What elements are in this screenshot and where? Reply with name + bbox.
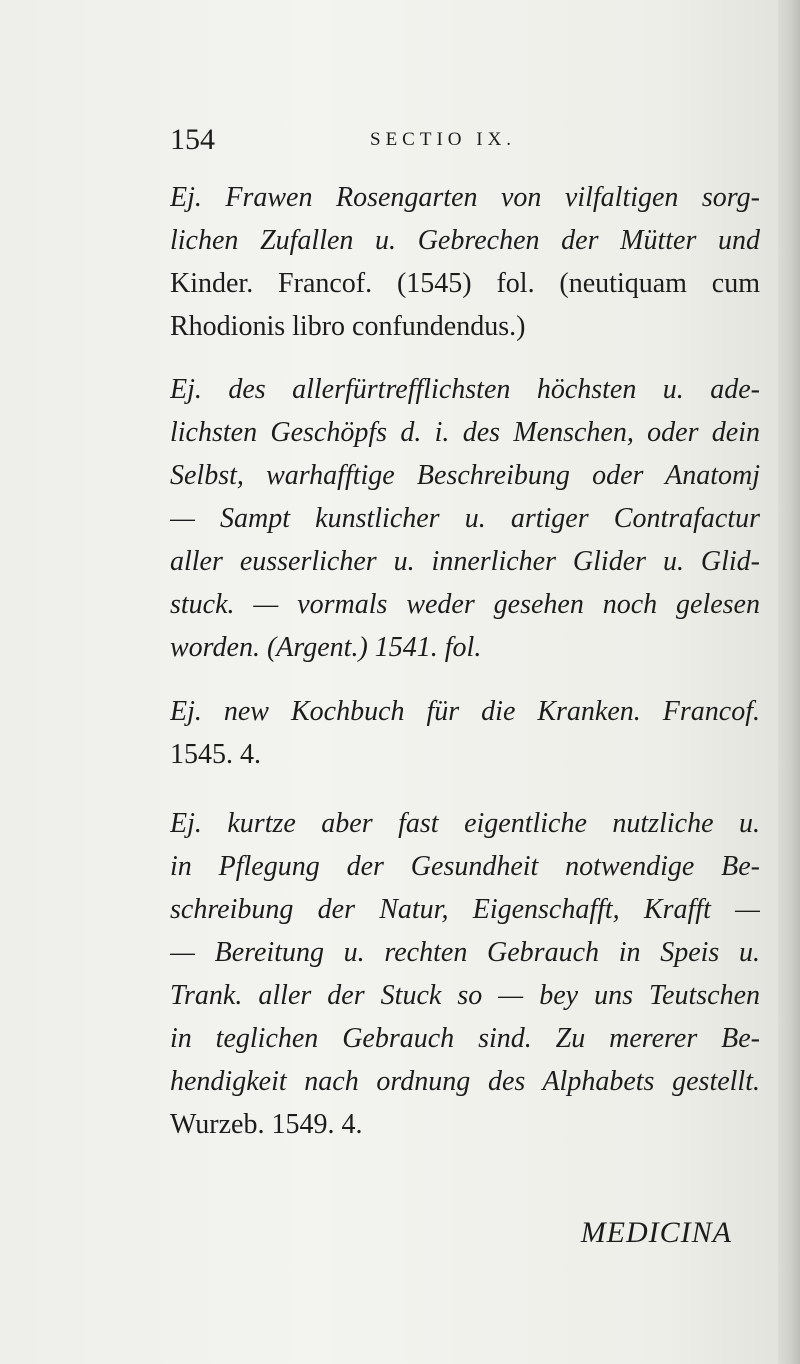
entry-line: in Pflegung der Gesundheit notwendige Be-	[170, 851, 760, 882]
entry-line: lichsten Geschöpfs d. i. des Menschen, oder dein	[170, 417, 760, 448]
page-number: 154	[170, 123, 215, 156]
catchword: MEDICINA	[580, 1216, 732, 1249]
entry-line: stuck. — vormals weder gesehen noch gelesen	[170, 589, 760, 620]
bibliography-entry-1	[170, 176, 760, 348]
entry-line: hendigkeit nach ordnung des Alphabets gestellt.	[170, 1066, 760, 1097]
entry-line: Selbst, warhafftige Beschreibung oder Anatomj	[170, 460, 760, 491]
entry-line: Ej. new Kochbuch für die Kranken. Francof.	[170, 696, 760, 727]
entry-line: — Sampt kunstlicher u. artiger Contrafactur	[170, 503, 760, 534]
entry-line: Ej. Frawen Rosengarten von vilfaltigen sorg-	[170, 182, 760, 213]
entry-line: in teglichen Gebrauch sind. Zu mererer Be-	[170, 1023, 760, 1054]
running-head: SECTIO IX.	[370, 129, 517, 150]
entry-line: Wurzeb. 1549. 4.	[170, 1109, 363, 1140]
entry-line: Ej. kurtze aber fast eigentliche nutzliche u.	[170, 808, 760, 839]
entry-line: lichen Zufallen u. Gebrechen der Mütter und	[170, 225, 760, 256]
entry-line: schreibung der Natur, Eigenschafft, Krafft —	[170, 894, 760, 925]
entry-line: worden. (Argent.) 1541. fol.	[170, 632, 482, 663]
page-gutter-edge	[778, 0, 800, 1364]
entry-line: Kinder. Francof. (1545) fol. (neutiquam cum	[170, 268, 760, 299]
entry-line: Rhodionis libro confundendus.)	[170, 311, 526, 342]
entry-line: aller eusserlicher u. innerlicher Glider u. Glid-	[170, 546, 760, 577]
bibliography-entry-3	[170, 690, 760, 776]
entry-line: 1545. 4.	[170, 739, 261, 770]
entry-line: — Bereitung u. rechten Gebrauch in Speis u.	[170, 937, 760, 968]
entry-line: Trank. aller der Stuck so — bey uns Teutschen	[170, 980, 760, 1011]
page-header	[170, 120, 770, 160]
bibliography-entry-4	[170, 802, 760, 1146]
entry-line: Ej. des allerfürtrefflichsten höchsten u. ade-	[170, 374, 760, 405]
bibliography-entry-2	[170, 368, 760, 669]
